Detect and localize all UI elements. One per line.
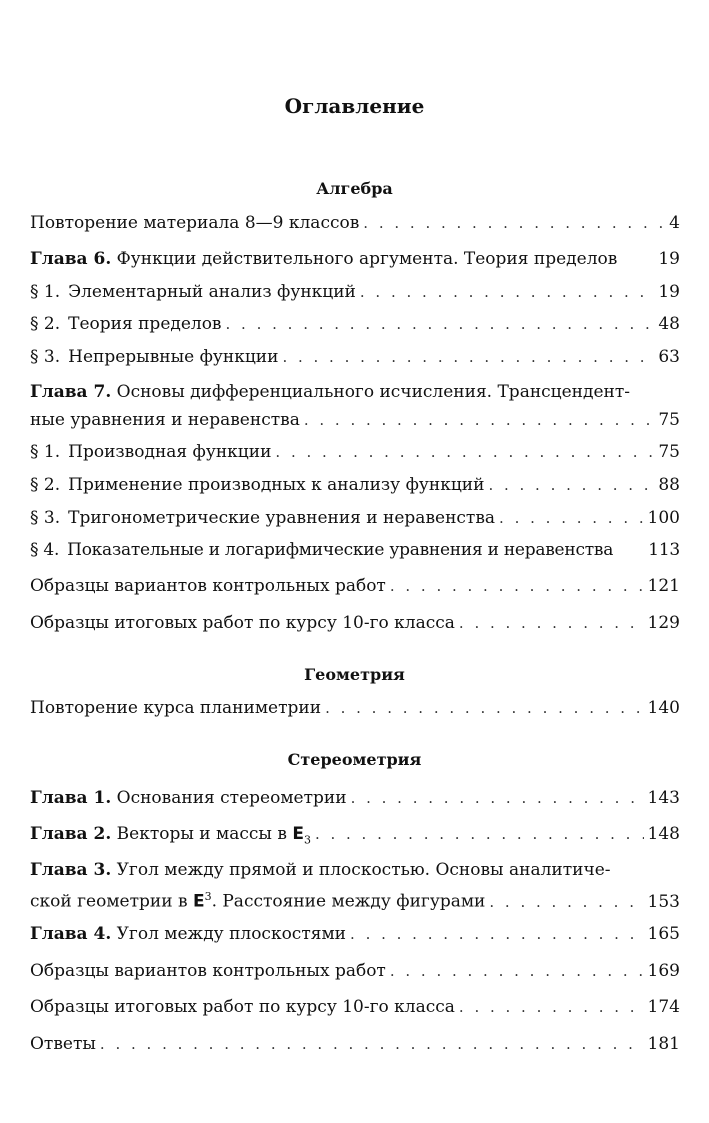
toc-page-number: 75 — [658, 410, 680, 430]
dimension-subscript: 3 — [303, 833, 311, 847]
toc-entry-text: Образцы итоговых работ по курсу 10-го класса — [30, 613, 455, 633]
section-heading-stereometry: Стереометрия — [287, 750, 422, 769]
section-title: Показательные и логарифмические уравнения и неравенства — [67, 540, 614, 560]
euclidean-space-symbol: E — [292, 824, 304, 844]
dot-leader — [459, 612, 644, 634]
dot-leader — [226, 313, 655, 335]
toc-entry-ch7-section-1[interactable] — [30, 441, 680, 463]
toc-page-number: 148 — [647, 824, 680, 844]
toc-page-number: 140 — [647, 698, 680, 718]
section-heading-algebra: Алгебра — [316, 179, 393, 198]
chapter-label: Глава 2. — [30, 824, 112, 844]
toc-page-number: 88 — [658, 475, 680, 495]
toc-entry-ch6-section-1[interactable] — [30, 281, 680, 303]
toc-entry-ch7-section-2[interactable] — [30, 474, 680, 496]
toc-page-number: 121 — [647, 576, 680, 596]
section-number: § 1. — [30, 282, 61, 302]
section-title: Применение производных к анализу функций — [68, 475, 485, 495]
chapter-title-line2-b: . Расстояние между фигурами — [211, 891, 486, 912]
toc-page-number: 4 — [669, 213, 680, 233]
dimension-superscript: 3 — [204, 890, 212, 903]
toc-entry-text: Ответы — [30, 1034, 96, 1054]
chapter-title: Угол между плоскостями — [116, 924, 347, 944]
section-title: Производная функции — [68, 442, 272, 462]
section-number: § 1. — [30, 442, 61, 462]
toc-page-number: 63 — [658, 347, 680, 367]
toc-page-number: 48 — [658, 314, 680, 334]
chapter-title: Векторы и массы в — [116, 824, 287, 844]
toc-page-number: 181 — [647, 1034, 680, 1054]
toc-entry-chapter-7-line2[interactable] — [30, 409, 680, 431]
toc-entry-text: Повторение материала 8—9 классов — [30, 213, 360, 233]
dot-leader — [282, 346, 654, 368]
section-number: § 3. — [30, 347, 61, 367]
chapter-label: Глава 7. — [30, 382, 112, 402]
dot-leader — [363, 212, 665, 234]
dot-leader — [325, 697, 643, 719]
dot-leader — [488, 474, 654, 496]
toc-entry-text: Повторение курса планиметрии — [30, 698, 322, 718]
chapter-label: Глава 3. — [30, 860, 112, 880]
toc-entry-algebra-review[interactable] — [30, 212, 680, 234]
toc-entry-ch6-section-3[interactable] — [30, 346, 680, 368]
toc-entry-stereo-chapter-3-line1[interactable] — [30, 859, 680, 881]
dot-leader — [390, 960, 644, 982]
toc-page-number: 153 — [647, 891, 680, 912]
toc-entry-answers[interactable] — [30, 1033, 680, 1055]
toc-entry-text: Образцы вариантов контрольных работ — [30, 961, 386, 981]
toc-entry-algebra-tests[interactable] — [30, 575, 680, 597]
toc-page-number: 113 — [648, 540, 680, 560]
chapter-title-line2: ные уравнения и неравенства — [30, 410, 300, 430]
page-title: Оглавление — [284, 94, 425, 118]
dot-leader — [304, 409, 655, 431]
dot-leader — [315, 823, 644, 845]
section-heading-geometry: Геометрия — [304, 665, 405, 684]
toc-entry-text — [30, 248, 658, 270]
dot-leader — [275, 441, 654, 463]
toc-entry-text: Образцы итоговых работ по курсу 10-го класса — [30, 997, 455, 1017]
toc-entry-algebra-finals[interactable] — [30, 612, 680, 634]
dot-leader — [499, 507, 644, 529]
section-title: Тригонометрические уравнения и неравенства — [68, 508, 496, 528]
toc-entry-ch7-section-3[interactable] — [30, 507, 680, 529]
dot-leader — [350, 923, 644, 945]
chapter-title-line2-a: ской геометрии в — [30, 891, 188, 912]
dot-leader — [351, 787, 644, 809]
chapter-label: Глава 4. — [30, 924, 112, 944]
section-title: Теория пределов — [68, 314, 222, 334]
toc-entry-stereo-tests[interactable] — [30, 960, 680, 982]
dot-leader — [390, 575, 644, 597]
toc-page-number: 143 — [647, 788, 680, 808]
toc-page-number: 129 — [647, 613, 680, 633]
toc-entry-chapter-6[interactable] — [30, 248, 680, 270]
section-title: Непрерывные функции — [68, 347, 279, 367]
toc-page-number: 100 — [647, 508, 680, 528]
section-number: § 2. — [30, 314, 61, 334]
section-number: § 3. — [30, 508, 61, 528]
toc-page-number: 174 — [647, 997, 680, 1017]
chapter-title: Основания стереометрии — [116, 788, 347, 808]
dot-leader — [459, 996, 644, 1018]
chapter-label: Глава 1. — [30, 788, 112, 808]
toc-entry-stereo-chapter-3-line2[interactable] — [30, 886, 680, 912]
section-number: § 2. — [30, 475, 61, 495]
chapter-title: Функции действительного аргумента. Теория пределов — [116, 249, 618, 269]
dot-leader — [360, 281, 654, 303]
toc-entry-stereo-finals[interactable] — [30, 996, 680, 1018]
toc-entry-stereo-chapter-1[interactable] — [30, 787, 680, 809]
toc-entry-text: Образцы вариантов контрольных работ — [30, 576, 386, 596]
toc-entry-chapter-7-line1[interactable] — [30, 381, 680, 403]
chapter-title-line1: Угол между прямой и плоскостью. Основы аналитиче- — [116, 860, 611, 880]
toc-page-number: 75 — [658, 442, 680, 462]
toc-entry-stereo-chapter-2[interactable] — [30, 823, 680, 845]
toc-page-number: 19 — [658, 282, 680, 302]
chapter-label: Глава 6. — [30, 249, 112, 269]
section-number: § 4. — [30, 540, 60, 560]
toc-entry-ch6-section-2[interactable] — [30, 313, 680, 335]
toc-entry-stereo-chapter-4[interactable] — [30, 923, 680, 945]
chapter-title-line1: Основы дифференциального исчисления. Трансцендент- — [116, 382, 631, 402]
toc-page-number: 19 — [658, 249, 680, 269]
toc-page-number: 169 — [647, 961, 680, 981]
toc-page-number: 165 — [647, 924, 680, 944]
section-title: Элементарный анализ функций — [68, 282, 356, 302]
toc-entry-ch7-section-4[interactable] — [30, 539, 680, 561]
toc-entry-geometry-review[interactable] — [30, 697, 680, 719]
dot-leader — [489, 891, 643, 913]
dot-leader — [100, 1033, 644, 1055]
euclidean-space-symbol: E — [192, 891, 205, 912]
